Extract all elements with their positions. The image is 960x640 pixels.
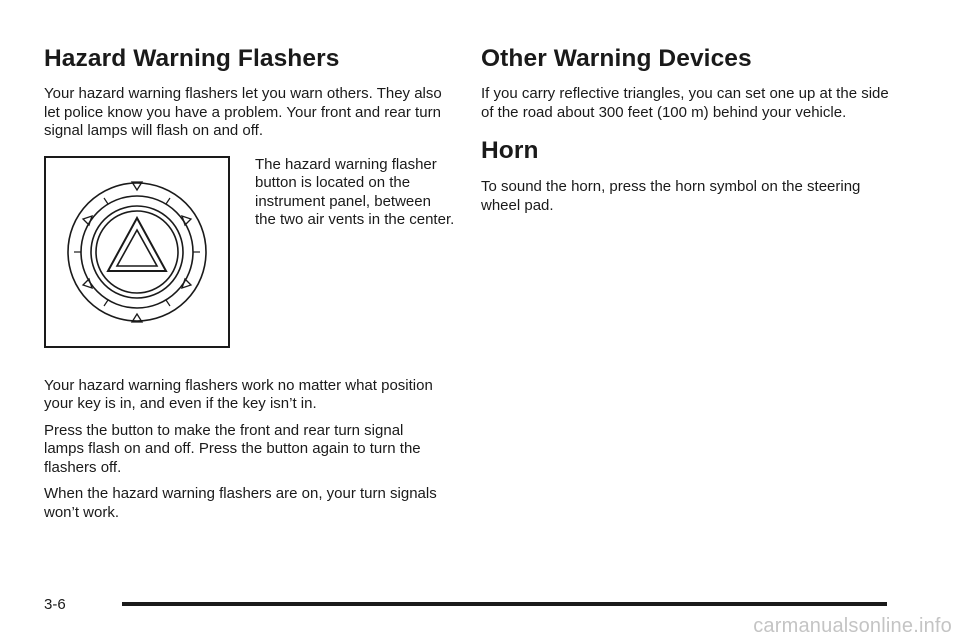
horn-paragraph: To sound the horn, press the horn symbol on the steering wheel pad. (481, 178, 861, 214)
section-heading-horn: Horn (481, 137, 539, 164)
right-column (481, 44, 901, 223)
hazard-paragraph-turn-signals: When the hazard warning flashers are on, your turn signals won’t work. (44, 485, 437, 521)
other-devices-paragraph: If you carry reflective triangles, you can set one up at the side of the road about 300 feet (100 m) behind your vehicle. (481, 85, 889, 121)
footer-rule (122, 602, 887, 606)
hazard-button-figure (44, 156, 230, 348)
figure-row (44, 156, 454, 356)
section-heading-hazard: Hazard Warning Flashers (44, 45, 340, 72)
page-footer (44, 594, 886, 616)
hazard-paragraph-key: Your hazard warning flashers work no matter what position your key is in, and even if the key isn’t in. (44, 376, 433, 412)
figure-caption: The hazard warning flasher button is located on the instrument panel, between the two air vents in the center. (255, 155, 455, 228)
hazard-paragraph-press: Press the button to make the front and rear turn signal lamps flash on and off. Press the button again to turn the flashers off. (44, 421, 421, 476)
section-heading-other-devices: Other Warning Devices (481, 45, 752, 72)
left-column (44, 44, 454, 530)
watermark: carmanualsonline.info (753, 615, 952, 637)
hazard-intro-paragraph: Your hazard warning flashers let you warn others. They also let police know you have a problem. Your front and rear turn signal lamps will flash on and off. (44, 85, 442, 139)
hazard-button-icon (46, 158, 228, 346)
page-number: 3-6 (44, 596, 66, 613)
